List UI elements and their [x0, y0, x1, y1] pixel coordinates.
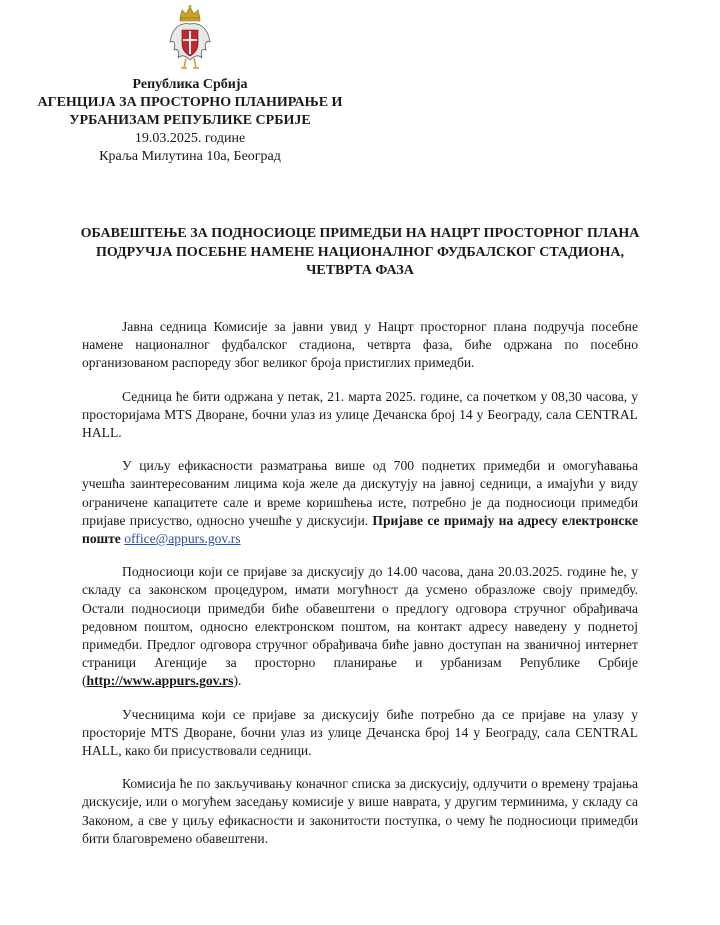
discussion-text-end: ).: [233, 673, 242, 689]
paragraph-session-time-place: Седница ће бити одржана у петак, 21. марта 2025. године, са почетком у 08,30 часова, у просторијама MTS Дворане, бочни улаз из улице Дечанска број 14 у Београду, сала CENTRAL HALL.: [82, 388, 638, 441]
serbian-coat-of-arms-icon: [166, 4, 214, 74]
paragraph-discussion-procedure: [82, 563, 638, 690]
notice-title: ОБАВЕШТЕЊЕ ЗА ПОДНОСИОЦЕ ПРИМЕДБИ НА НАЦРТ ПРОСТОРНОГ ПЛАНА ПОДРУЧЈА ПОСЕБНЕ НАМЕНЕ НАЦИОНАЛНОГ ФУДБАЛСКОГ СТАДИОНА, ЧЕТВРТА ФАЗА: [80, 226, 640, 278]
republic-name: Република Србија: [132, 77, 248, 92]
paragraph-registration: [82, 457, 638, 548]
agency-address: Краља Милутина 10а, Београд: [99, 149, 281, 164]
registration-bold-note: Пријаве се примају на адресу електронске поште: [82, 512, 638, 547]
agency-name-line1: АГЕНЦИЈА ЗА ПРОСТОРНО ПЛАНИРАЊЕ И: [37, 95, 343, 110]
paragraph-entry-instructions: Учесницима који се пријаве за дискусију биће потребно да се пријаве на улазу у просторије MTS Дворане, бочни улаз из улице Дечанска број 14 у Београду, сала CENTRAL HALL, како би присуствовали седници.: [82, 706, 638, 759]
paragraph-commission-decision: Комисија ће по закључивању коначног списка за дискусију, одлучити о времену трајања дискусије, или о могућем заседању комисије у више наврата, у другим терминима, у складу са Законом, а све у циљу ефикасности и законитости поступка, о чему ће подносиоци примедби бити благовремено обавештени.: [82, 776, 638, 846]
document-date: 19.03.2025. године: [134, 131, 246, 146]
paragraph-session-intro: Јавна седница Комисије за јавни увид у Нацрт просторног плана подручја посебне намене националног фудбалског стадиона, четврта фаза, биће одржана по посебно организованом распореду због великог броја пристиглих примедби.: [82, 319, 638, 371]
sender-header: [30, 76, 350, 166]
email-link[interactable]: office@appurs.gov.rs: [124, 531, 241, 547]
agency-name-line2: УРБАНИЗАМ РЕПУБЛИКЕ СРБИЈЕ: [69, 113, 311, 128]
website-link[interactable]: http://www.appurs.gov.rs: [86, 673, 234, 689]
discussion-text: Подносиоци који се пријаве за дискусију до 14.00 часова, дана 20.03.2025. године ће, у складу са законском процедуром, имати могућност да усмено образложе своју примедбу. Остали подносиоци примедби биће обавештени о предлогу одговора стручног обрађивача редовном поштом, односно електронском поштом, на контакт адресу наведену у поднетој примедби. Предлог одговора стручног обрађивача биће јавно доступан на званичној интернет страници Агенције за просторно планирање и урбанизам Републике Србије (: [82, 564, 638, 689]
registration-text: У циљу ефикасности разматрања више од 700 поднетих примедби и омогућавања учешћа заинтересованим лицима која желе да дискутују на јавној седници, а имајући у виду ограничене капацитете сале и време коришћења исте, потребно је да подносиоци примедби пријаве присуство, односно учешће у дискусији.: [82, 458, 638, 528]
notice-body: [82, 318, 638, 863]
